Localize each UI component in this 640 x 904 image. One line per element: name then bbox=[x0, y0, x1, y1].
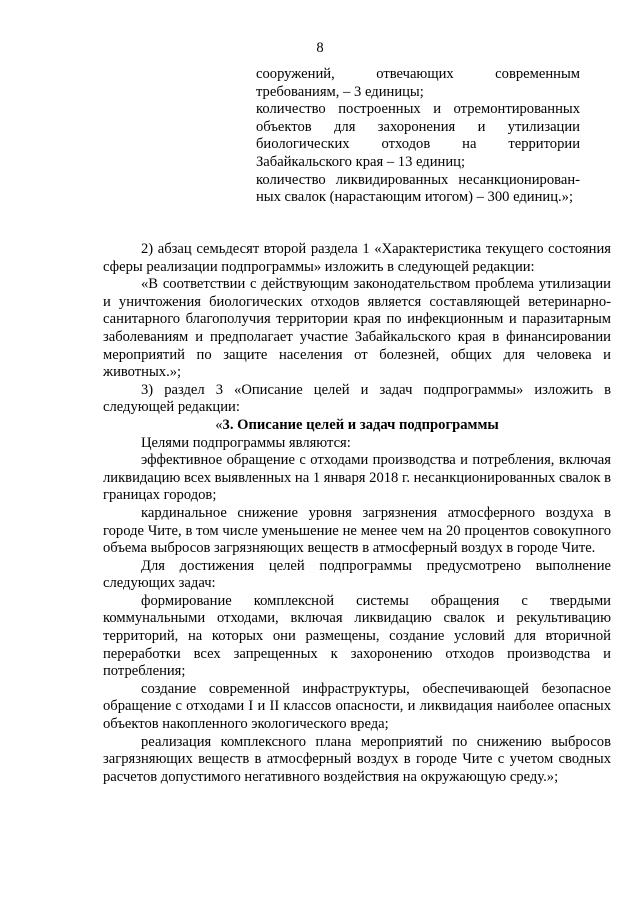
heading-quote-mark: « bbox=[215, 416, 223, 433]
paragraph: 2) абзац семьдесят второй раздела 1 «Характеристика текущего состояния сферы реализации подпрограммы» изложить в следующей редакции: bbox=[103, 241, 611, 275]
amendment-item-2 bbox=[103, 241, 611, 786]
paragraph: создание современной инфраструктуры, обеспечивающей безопасное обращение с отходами I и II классов опасности, и ликвидация наиболее опасных объектов накопленного экологического вреда; bbox=[103, 680, 611, 733]
heading-text: 3. Описание целей и задач подпрограммы bbox=[222, 416, 499, 433]
top-list-item: сооружений, отвечающих современным требованиям, – 3 единицы; bbox=[256, 66, 580, 100]
paragraph: Целями подпрограммы являются: bbox=[141, 434, 351, 451]
paragraph: Для достижения целей подпрограммы предусмотрено выполнение следующих задач: bbox=[103, 557, 611, 592]
section-heading bbox=[103, 417, 611, 435]
paragraph: кардинальное снижение уровня загрязнения атмосферного воздуха в городе Чите, в том числе уменьшение не менее чем на 20 процентов совокупного объема выбросов загрязняющих веществ в атмосферный воздух в городе Чите. bbox=[103, 504, 611, 557]
paragraph: формирование комплексной системы обращения с твердыми коммунальными отходами, включая ликвидацию свалок и рекультивацию территорий, на которых они размещены, создание условий для вторичной переработки всех запрещенных к захоронению отходов производства и потребления; bbox=[103, 592, 611, 680]
quoted-paragraph: «В соответствии с действующим законодательством проблема утилизации и уничтожения биологических отходов является составляющей ветеринарно-санитарного благополучия территории края по инфекционным и паразитарным заболеваниям и предполагает участие Забайкальского края в финансировании мероприятий по защите населения от болезней, общих для человека и животных.»; bbox=[103, 276, 611, 381]
paragraph: 3) раздел 3 «Описание целей и задач подпрограммы» изложить в следующей редакции: bbox=[103, 381, 611, 416]
paragraph: реализация комплексного плана мероприятий по снижению выбросов загрязняющих веществ в атмосферный воздух в городе Чите с учетом сводных расчетов допустимого негативного воздействия на окружающую среду.»; bbox=[103, 733, 611, 785]
top-list-item: количество ликвидированных несанкционирован-ных свалок (нарастающим итогом) – 300 единиц.»; bbox=[256, 171, 580, 206]
page-number: 8 bbox=[316, 40, 324, 56]
top-list-block bbox=[256, 66, 580, 207]
paragraph: эффективное обращение с отходами производства и потребления, включая ликвидацию всех выявленных на 1 января 2018 г. несанкционированных свалок в границах городов; bbox=[103, 452, 611, 504]
top-list-item: количество построенных и отремонтированных объектов для захоронения и утилизации биологических отходов на территории Забайкальского края – 13 единиц; bbox=[256, 101, 580, 170]
